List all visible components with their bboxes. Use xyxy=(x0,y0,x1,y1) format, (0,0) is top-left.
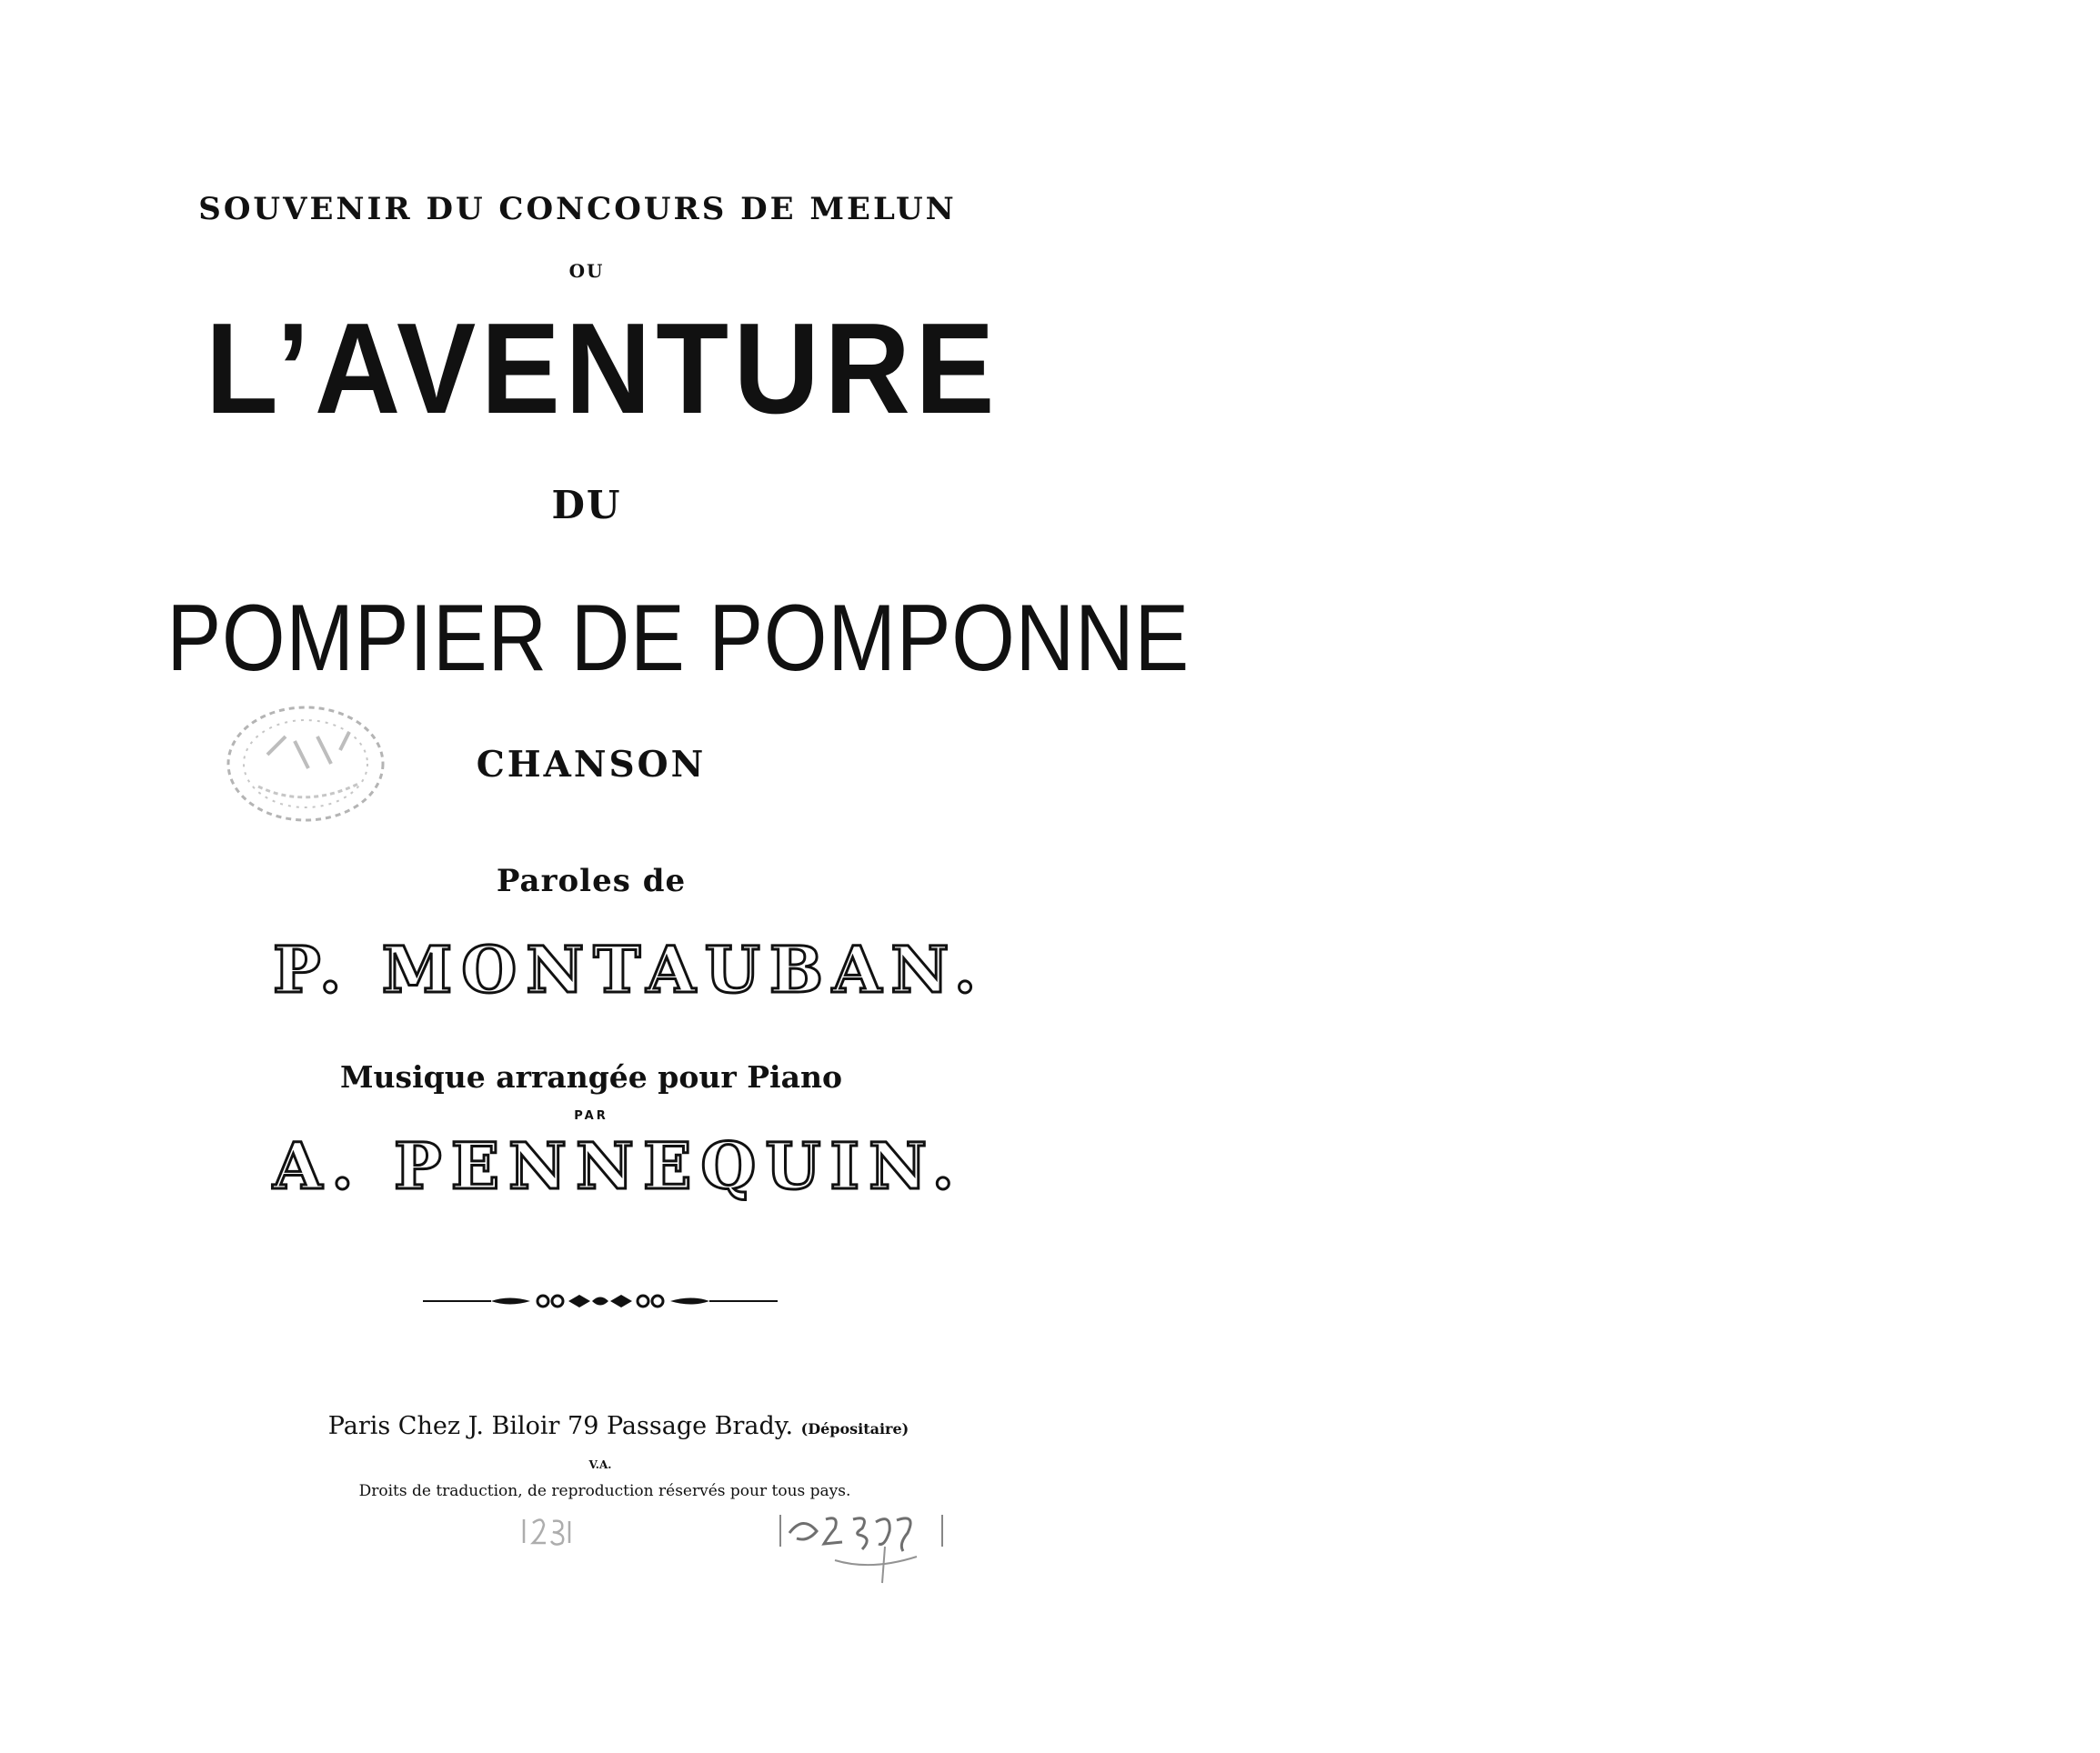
music-by-label: PAR xyxy=(574,1109,608,1123)
lyrics-label: Paroles de xyxy=(496,863,687,899)
publisher-line xyxy=(318,1414,919,1438)
handwritten-call-number xyxy=(771,1497,953,1588)
main-title: L’AVENTURE xyxy=(206,296,1000,441)
music-label: Musique arrangée pour Piano xyxy=(340,1059,842,1095)
publisher-address: Paris Chez J. Biloir 79 Passage Brady. xyxy=(327,1412,794,1440)
publisher-role: (Dépositaire) xyxy=(800,1420,909,1437)
library-stamp xyxy=(222,700,390,827)
conjunction: OU xyxy=(568,260,605,282)
secondary-title: POMPIER DE POMPONNE xyxy=(166,586,1191,691)
subtitle: SOUVENIR DU CONCOURS DE MELUN xyxy=(198,191,957,227)
lyricist-name: P. MONTAUBAN. xyxy=(273,932,986,1007)
genre: CHANSON xyxy=(476,744,707,786)
composer-name: A. PENNEQUIN. xyxy=(273,1128,964,1204)
rights-notice: Droits de traduction, de reproduction réservés pour tous pays. xyxy=(358,1482,851,1500)
publisher-initials: V.A. xyxy=(588,1458,612,1471)
ornament-divider xyxy=(423,1287,778,1315)
title-connector: DU xyxy=(551,483,622,527)
pencil-annotation xyxy=(517,1512,580,1548)
